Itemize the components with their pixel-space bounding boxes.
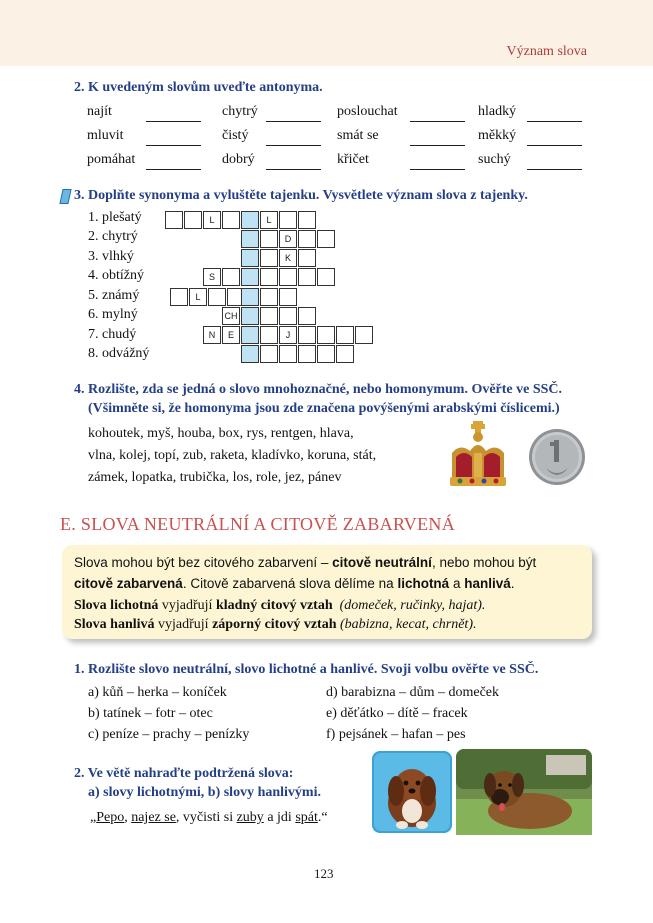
crossword-cell-solution[interactable]	[241, 211, 259, 229]
crossword-cell[interactable]	[336, 326, 354, 344]
task2-word: hladký	[478, 104, 517, 119]
crossword-cell[interactable]	[317, 268, 335, 286]
task2-word: dobrý	[222, 152, 255, 167]
e1-item: e) děťátko – dítě – fracek	[326, 706, 468, 721]
answer-blank[interactable]	[266, 120, 321, 122]
task2-word: mluvit	[87, 128, 124, 143]
info-term: hanlivá	[464, 576, 511, 591]
crossword-cell[interactable]	[184, 211, 202, 229]
crossword-cell[interactable]	[208, 288, 226, 306]
task4-line: vlna, kolej, topí, zub, raketa, kladívko, koruna, stát,	[88, 448, 377, 463]
info-term: kladný citový vztah	[215, 598, 333, 613]
task2-word: suchý	[478, 152, 511, 167]
answer-blank[interactable]	[410, 144, 465, 146]
e1-item: d) barabizna – dům – domeček	[326, 685, 499, 700]
e2-sentence	[90, 810, 328, 826]
task4-line: zámek, lopatka, trubička, los, role, jez, pánev	[88, 470, 342, 485]
crossword-cell-solution[interactable]	[241, 345, 259, 363]
crossword-cell[interactable]: N	[203, 326, 221, 344]
crown-image	[446, 421, 510, 491]
crossword-cell[interactable]	[298, 230, 316, 248]
sentence-text: , vyčisti si	[175, 810, 237, 825]
crossword-clue: 5. známý	[88, 288, 140, 303]
task2-word: smát se	[337, 128, 379, 143]
info-term: záporný citový vztah	[212, 617, 337, 632]
crossword-cell[interactable]: CH	[222, 307, 240, 325]
task2-word: poslouchat	[337, 104, 398, 119]
underlined-word: najez se	[131, 810, 176, 825]
crossword-cell[interactable]	[260, 288, 278, 306]
sentence-text: a jdi	[263, 810, 296, 825]
e1-item: f) pejsánek – hafan – pes	[326, 727, 466, 742]
crossword-cell[interactable]	[317, 345, 335, 363]
crossword-cell[interactable]	[317, 326, 335, 344]
crossword-cell[interactable]	[260, 345, 278, 363]
answer-blank[interactable]	[410, 120, 465, 122]
puppy-photo	[372, 751, 452, 833]
crossword-cell[interactable]	[222, 268, 240, 286]
underlined-word: spát	[295, 810, 318, 825]
crossword-cell[interactable]: K	[279, 249, 297, 267]
e1-item: b) tatínek – fotr – otec	[88, 706, 213, 721]
section-e-title: E. SLOVA NEUTRÁLNÍ A CITOVĚ ZABARVENÁ	[60, 514, 455, 534]
crossword-cell[interactable]	[260, 249, 278, 267]
task2-word: pomáhat	[87, 152, 136, 167]
e1-item: a) kůň – herka – koníček	[88, 685, 227, 700]
info-example: (babizna, kecat, chrnět).	[340, 617, 477, 632]
crossword-cell[interactable]	[298, 307, 316, 325]
answer-blank[interactable]	[146, 120, 201, 122]
coin-image	[528, 428, 586, 486]
crossword-cell[interactable]	[170, 288, 188, 306]
crossword-cell[interactable]: J	[279, 326, 297, 344]
crossword-cell[interactable]	[336, 345, 354, 363]
info-text: , nebo mohou být	[431, 555, 537, 570]
crossword-clue: 4. obtížný	[88, 268, 144, 283]
answer-blank[interactable]	[266, 168, 321, 170]
e2-subtitle: a) slovy lichotnými, b) slovy hanlivými.	[88, 785, 321, 800]
e2-title: 2. Ve větě nahraďte podtržená slova:	[74, 766, 294, 781]
crossword-cell-solution[interactable]	[241, 307, 259, 325]
task2-title: 2. K uvedeným slovům uveďte antonyma.	[74, 80, 323, 95]
crossword-cell[interactable]	[165, 211, 183, 229]
quote-open: „	[90, 810, 97, 825]
task4-title: 4. Rozlište, zda se jedná o slovo mnohoznačné, nebo homonymum. Ověřte ve SSČ.	[74, 382, 563, 397]
info-term: lichotná	[397, 576, 450, 591]
task2-word: křičet	[337, 152, 369, 167]
info-text: a	[449, 576, 465, 591]
crossword-cell[interactable]: L	[203, 211, 221, 229]
crossword-cell[interactable]: L	[189, 288, 207, 306]
info-example: (domeček, ručinky, hajat).	[339, 598, 486, 613]
info-box	[62, 545, 592, 639]
info-text: .	[510, 576, 515, 591]
info-term: Slova hanlivá	[74, 617, 155, 632]
crossword-cell[interactable]	[317, 230, 335, 248]
crossword-cell[interactable]	[279, 268, 297, 286]
quote-close: .“	[317, 810, 328, 825]
crossword-cell[interactable]	[260, 268, 278, 286]
crossword-cell[interactable]: S	[203, 268, 221, 286]
crossword-cell[interactable]	[260, 307, 278, 325]
crossword-cell[interactable]	[355, 326, 373, 344]
crossword-cell[interactable]	[222, 211, 240, 229]
underlined-word: Pepo	[96, 810, 125, 825]
e1-item: c) peníze – prachy – penízky	[88, 727, 250, 742]
crossword-cell[interactable]	[260, 230, 278, 248]
crossword-cell-solution[interactable]	[241, 230, 259, 248]
task2-word: měkký	[478, 128, 517, 143]
info-text: . Citově zabarvená slova dělíme na	[182, 576, 398, 591]
task2-word: najít	[87, 104, 112, 119]
task2-word: čistý	[222, 128, 249, 143]
crossword-cell[interactable]	[298, 249, 316, 267]
crossword-cell-solution[interactable]	[241, 249, 259, 267]
dog-photo	[456, 749, 592, 835]
info-text: vyjadřují	[158, 598, 216, 613]
crossword-cell-solution[interactable]	[241, 288, 259, 306]
answer-blank[interactable]	[146, 168, 201, 170]
crossword-cell[interactable]	[298, 211, 316, 229]
task3-title: 3. Doplňte synonyma a vyluštěte tajenku. Vysvětlete význam slova z tajenky.	[74, 188, 528, 203]
answer-blank[interactable]	[527, 168, 582, 170]
header-title: Význam slova	[506, 44, 587, 59]
crossword-cell[interactable]	[279, 345, 297, 363]
info-term: citově neutrální	[332, 555, 432, 570]
task4-line: kohoutek, myš, houba, box, rys, rentgen, hlava,	[88, 426, 354, 441]
info-text: vyjadřují	[154, 617, 213, 632]
crossword-cell-solution[interactable]	[241, 326, 259, 344]
crossword-cell-solution[interactable]	[241, 268, 259, 286]
answer-blank[interactable]	[146, 144, 201, 146]
crossword-cell[interactable]	[279, 211, 297, 229]
info-term: citově zabarvená	[74, 576, 183, 591]
info-term: Slova lichotná	[74, 598, 159, 613]
crossword-cell[interactable]	[298, 345, 316, 363]
crossword-clue: 8. odvážný	[88, 346, 150, 361]
crossword-cell[interactable]	[298, 268, 316, 286]
crossword-clue: 7. chudý	[88, 327, 137, 342]
crossword-clue: 6. mylný	[88, 307, 138, 322]
pencil-icon	[59, 189, 71, 204]
task2-word: chytrý	[222, 104, 258, 119]
crossword-cell[interactable]	[279, 288, 297, 306]
task4-subtitle: (Všimněte si, že homonyma jsou zde značena povýšenými arabskými číslicemi.)	[88, 401, 560, 416]
crossword-cell[interactable]	[279, 307, 297, 325]
crossword-cell[interactable]: D	[279, 230, 297, 248]
underlined-word: zuby	[236, 810, 264, 825]
crossword-clue: 3. vlhký	[88, 249, 134, 264]
answer-blank[interactable]	[527, 120, 582, 122]
crossword-cell[interactable]: E	[222, 326, 240, 344]
answer-blank[interactable]	[527, 144, 582, 146]
answer-blank[interactable]	[410, 168, 465, 170]
info-text: Slova mohou být bez citového zabarvení –	[74, 555, 333, 570]
answer-blank[interactable]	[266, 144, 321, 146]
sentence-text: ,	[124, 810, 132, 825]
crossword-cell[interactable]	[260, 326, 278, 344]
crossword-cell[interactable]	[298, 326, 316, 344]
page-number: 123	[314, 866, 334, 881]
crossword-cell[interactable]: L	[260, 211, 278, 229]
e1-title: 1. Rozlište slovo neutrální, slovo lichotné a hanlivé. Svoji volbu ověřte ve SSČ.	[74, 662, 539, 677]
crossword-clue: 1. plešatý	[88, 210, 142, 225]
crossword-clue: 2. chytrý	[88, 229, 138, 244]
